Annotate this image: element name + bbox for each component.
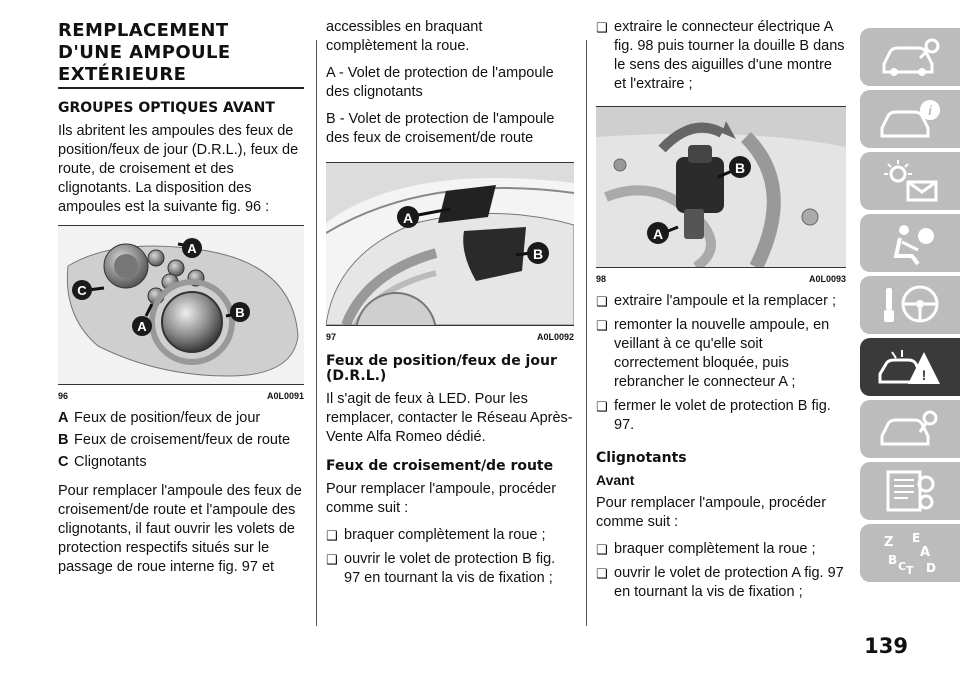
- car-breakdown-icon: [878, 344, 942, 390]
- column-middle: [326, 18, 574, 593]
- figure-97: [326, 162, 574, 326]
- bullet-item: ❑ extraire l'ampoule et la remplacer ;: [596, 292, 846, 311]
- tab-car-service[interactable]: [860, 400, 960, 458]
- tab-airbag-seat[interactable]: [860, 214, 960, 272]
- heading-feux-position: Feux de position/feux de jour (D.R.L.): [326, 353, 557, 384]
- bullet-item: ❑ ouvrir le volet de protection B fig. 97 en tournant la vis de fixation ;: [326, 550, 574, 588]
- figure-98: [596, 106, 846, 268]
- legend-key: B: [58, 432, 69, 448]
- legend-key: C: [58, 454, 69, 470]
- legend-key: A: [58, 410, 69, 426]
- column-right: [596, 18, 846, 607]
- callout-c: [72, 280, 92, 300]
- tab-car-info[interactable]: [860, 90, 960, 148]
- svg-text:B: B: [888, 553, 898, 567]
- heading-feux-croisement: Feux de croisement/de route: [326, 458, 554, 474]
- callout-b: [527, 242, 549, 264]
- callout-label: B: [532, 246, 544, 262]
- chapter-tabs: [860, 28, 960, 586]
- svg-text:A: A: [920, 545, 931, 560]
- intro-paragraph: Ils abritent les ampoules des feux de position/feux de jour (D.R.L.), feux de route, de croisement et des clignotants. La disposition des ampoules est la suivante fig. 96 :: [58, 123, 299, 215]
- paragraph: accessibles en braquant complètement la roue.: [326, 19, 483, 54]
- tab-car-key[interactable]: [860, 28, 960, 86]
- legend-text: Feux de position/feux de jour: [74, 410, 261, 426]
- tab-warning-lights[interactable]: [860, 152, 960, 210]
- svg-text:D: D: [926, 561, 936, 575]
- page-number: 139: [864, 634, 908, 658]
- figure-code: A0L0093: [808, 274, 846, 284]
- callout-b: [729, 156, 751, 178]
- callout-a: [397, 206, 419, 228]
- bullet-item: ❑ braquer complètement la roue ;: [326, 526, 574, 545]
- bullet-item: ❑ remonter la nouvelle ampoule, en veillant à ce qu'elle soit correctement bloquée, puis rebrancher le connecteur A ;: [596, 316, 846, 392]
- steering-wheel-icon: [878, 282, 942, 328]
- headlight-illustration: [58, 226, 304, 384]
- callout-label: A: [652, 226, 664, 242]
- callout-a-top: [182, 238, 202, 258]
- paragraph: Pour remplacer l'ampoule, procéder comme suit :: [326, 481, 557, 516]
- callout-b: [230, 302, 250, 322]
- wheel-arch-illustration: [326, 163, 574, 325]
- bullet-item: ❑ fermer le volet de protection B fig. 97.: [596, 397, 846, 435]
- subheading-avant: Avant: [596, 472, 635, 488]
- car-service-icon: [878, 406, 942, 452]
- callout-a-bottom: [132, 316, 152, 336]
- paragraph: Pour remplacer l'ampoule, procéder comme suit :: [596, 495, 827, 530]
- svg-text:E: E: [912, 531, 921, 545]
- callout-label: A: [137, 319, 147, 334]
- svg-text:T: T: [906, 564, 914, 576]
- figure-96-caption: [58, 391, 304, 401]
- main-title-line-2: D'UNE AMPOULE: [58, 42, 231, 63]
- alphabetical-index-icon: [878, 530, 942, 576]
- callout-label: A: [402, 210, 414, 226]
- figure-98-caption: [596, 274, 846, 284]
- figure-96: [58, 225, 304, 385]
- heading-clignotants: Clignotants: [596, 450, 687, 466]
- headlamp-rear-illustration: [596, 107, 846, 267]
- callout-a: [647, 222, 669, 244]
- column-divider: [586, 40, 587, 626]
- column-left: [58, 18, 304, 585]
- paragraph: A - Volet de protection de l'ampoule des clignotants: [326, 65, 554, 100]
- figure-code: A0L0092: [536, 332, 574, 342]
- figure-number: 97: [326, 332, 337, 342]
- tab-alphabetical-index[interactable]: [860, 524, 960, 582]
- paragraph: B - Volet de protection de l'ampoule des feux de croisement/de route: [326, 111, 555, 146]
- section-title: GROUPES OPTIQUES AVANT: [58, 100, 275, 116]
- warning-lights-icon: [878, 158, 942, 204]
- svg-text:i: i: [928, 103, 932, 118]
- callout-label: B: [235, 305, 245, 320]
- figure-number: 96: [58, 391, 69, 401]
- legend-text: Feux de croisement/feux de route: [74, 432, 291, 448]
- car-key-icon: [878, 34, 942, 80]
- main-title-line-3: EXTÉRIEURE: [58, 64, 187, 85]
- figure-number: 98: [596, 274, 607, 284]
- car-info-icon: [878, 96, 942, 142]
- tab-specifications[interactable]: [860, 462, 960, 520]
- outro-paragraph: Pour remplacer l'ampoule des feux de croisement/de route et l'ampoule des clignotants, il faut ouvrir les volets de protection respectifs situés sur le passage de roue interne fig. 97 et: [58, 483, 302, 575]
- legend-text: Clignotants: [74, 454, 147, 470]
- specifications-icon: [878, 468, 942, 514]
- title-rule: [58, 87, 304, 89]
- callout-label: C: [77, 283, 87, 298]
- tab-steering-wheel[interactable]: [860, 276, 960, 334]
- svg-text:Z: Z: [884, 535, 894, 550]
- legend-item: [58, 453, 304, 472]
- airbag-seat-icon: [878, 220, 942, 266]
- paragraph: Il s'agit de feux à LED. Pour les remplacer, contacter le Réseau Après-Vente Alfa Romeo dédié.: [326, 391, 573, 445]
- figure-97-caption: [326, 332, 574, 342]
- column-divider: [316, 40, 317, 626]
- svg-text:!: !: [921, 367, 927, 383]
- callout-label: B: [734, 160, 746, 176]
- callout-label: A: [187, 241, 197, 256]
- bullet-item: ❑ extraire le connecteur électrique A fig. 98 puis tourner la douille B dans le sens des aiguilles d'une montre et l'extraire ;: [596, 18, 846, 94]
- svg-text:C: C: [898, 560, 907, 573]
- tab-car-breakdown[interactable]: [860, 338, 960, 396]
- bullet-item: ❑ ouvrir le volet de protection A fig. 97 en tournant la vis de fixation ;: [596, 564, 846, 602]
- legend-item: [58, 431, 304, 450]
- figure-code: A0L0091: [266, 391, 304, 401]
- bullet-item: ❑ braquer complètement la roue ;: [596, 540, 846, 559]
- main-title-line-1: REMPLACEMENT: [58, 20, 229, 41]
- legend-item: [58, 409, 304, 428]
